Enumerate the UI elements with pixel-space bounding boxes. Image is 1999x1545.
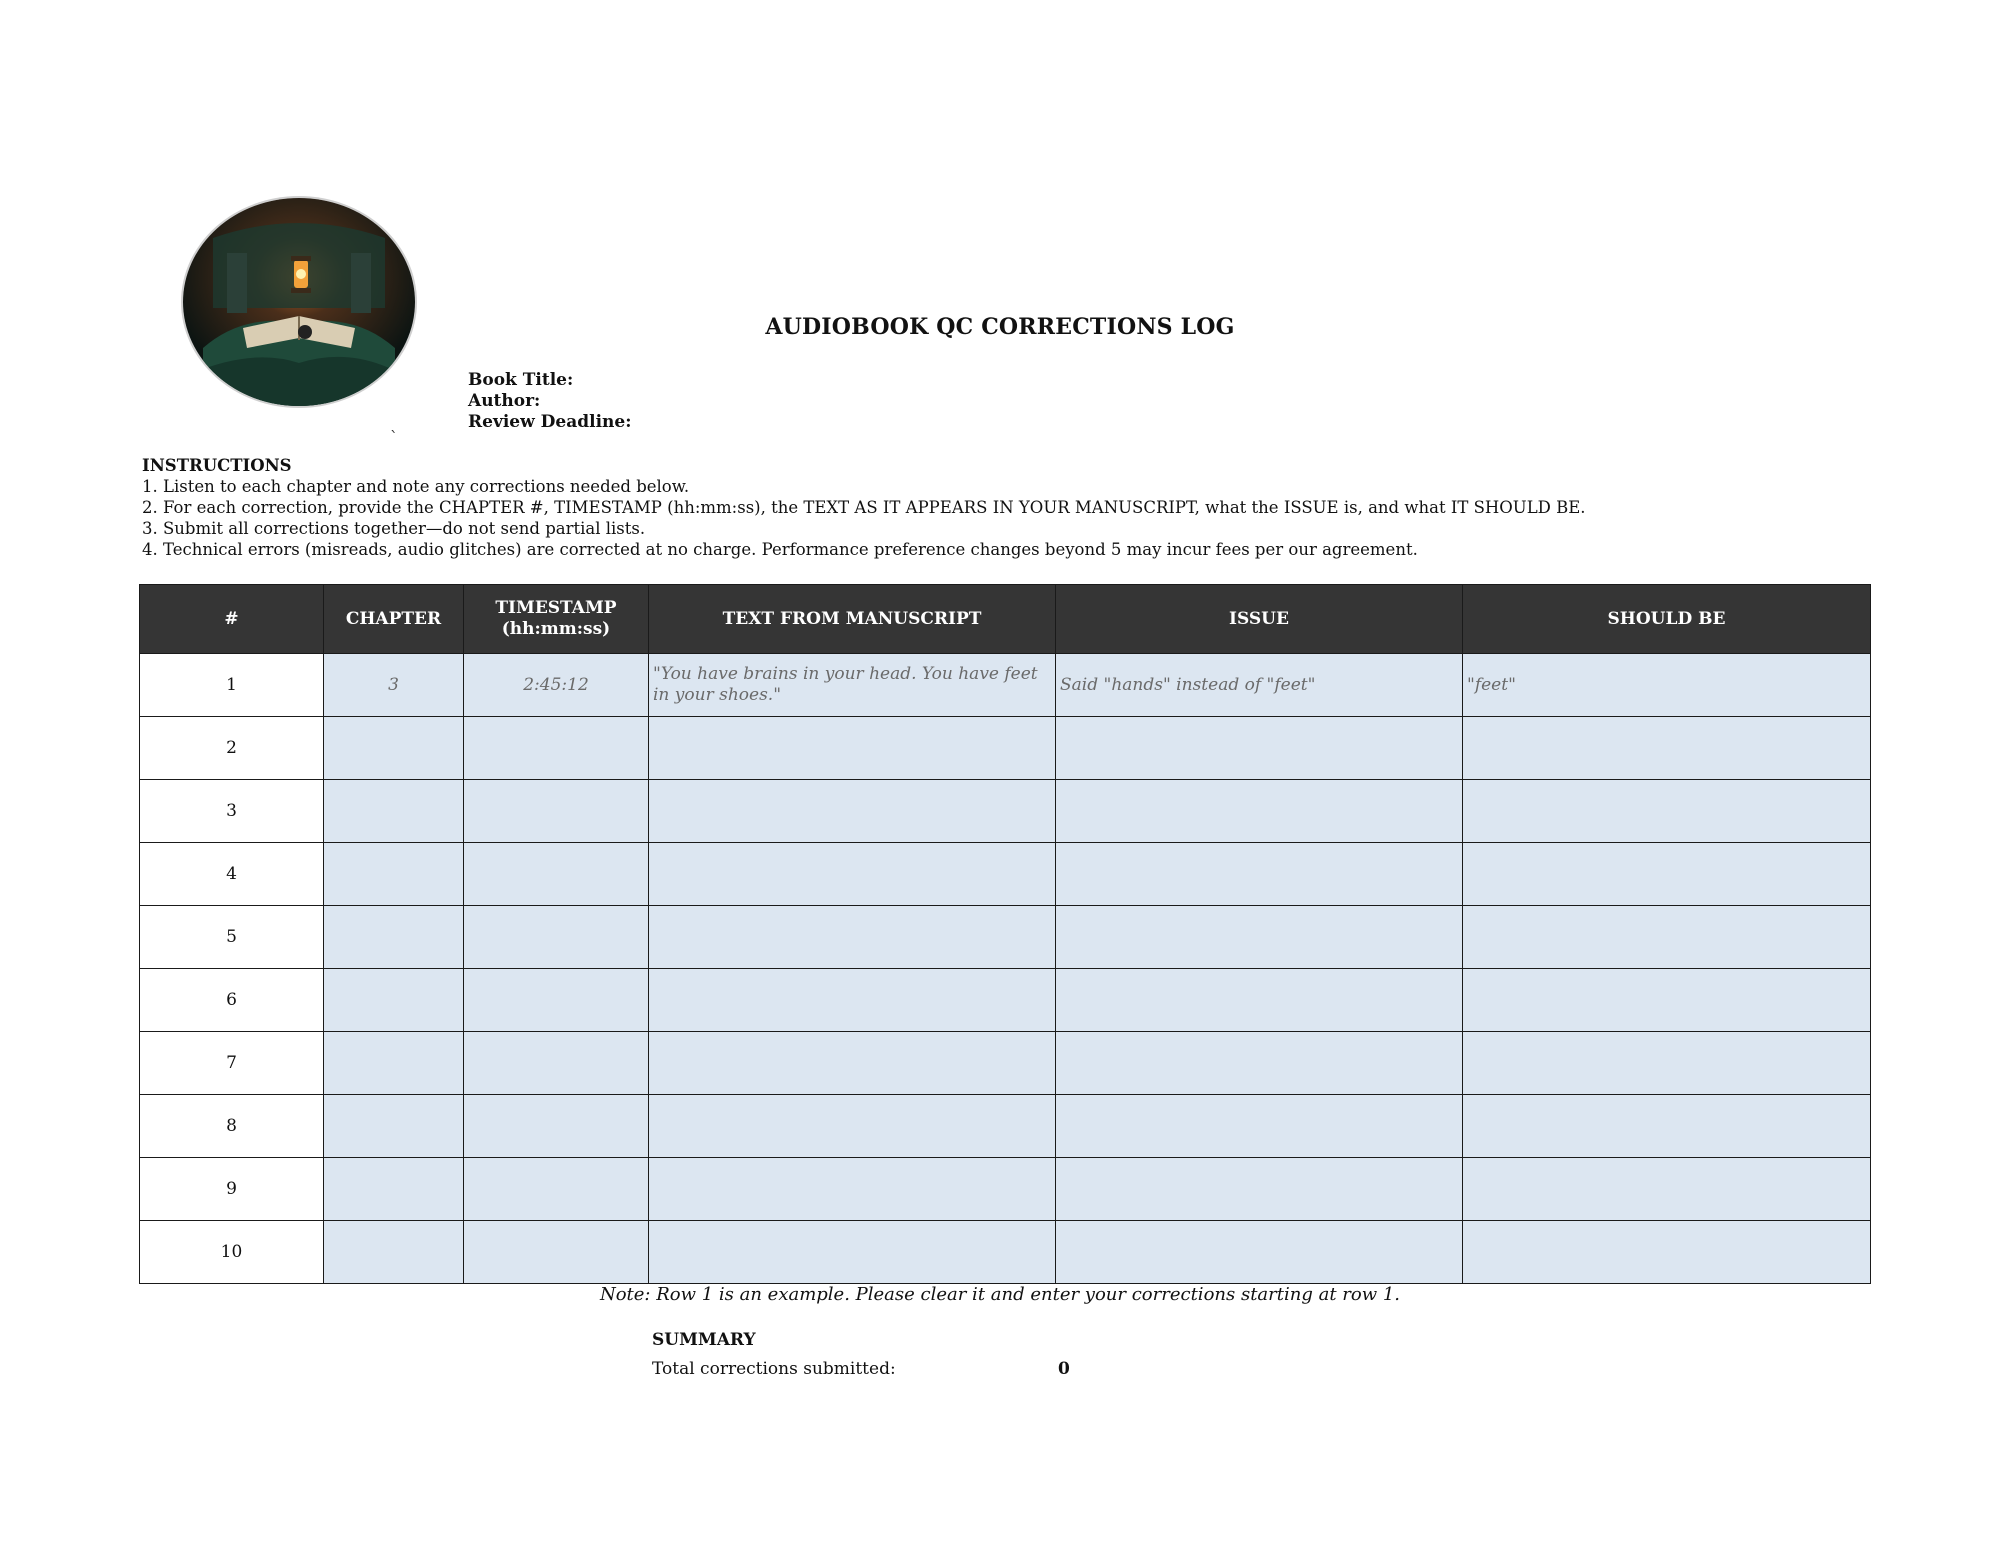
row-number: 2 [140,717,324,780]
issue-cell[interactable]: Said "hands" instead of "feet" [1056,654,1463,717]
row-number: 8 [140,1095,324,1158]
author-label: Author: [468,391,541,411]
row-number: 6 [140,969,324,1032]
instruction-line: 4. Technical errors (misreads, audio glitches) are corrected at no charge. Performance preference changes beyond 5 may incur fees per our agreement. [142,540,1418,559]
stray-mark: ` [390,428,398,447]
should-be-cell[interactable] [1463,1221,1871,1284]
manuscript-text-cell[interactable] [649,1221,1056,1284]
table-row [140,1221,1871,1284]
row-number: 10 [140,1221,324,1284]
chapter-cell[interactable] [324,1221,464,1284]
instructions-heading: INSTRUCTIONS [142,456,292,475]
manuscript-text-cell[interactable] [649,969,1056,1032]
should-be-cell[interactable] [1463,969,1871,1032]
total-corrections-label: Total corrections submitted: [652,1359,896,1379]
issue-cell[interactable] [1056,1221,1463,1284]
total-corrections-value: 0 [1058,1359,1070,1379]
instruction-line: 1. Listen to each chapter and note any corrections needed below. [142,477,690,496]
manuscript-text-cell[interactable] [649,906,1056,969]
chapter-cell[interactable] [324,843,464,906]
issue-cell[interactable] [1056,1032,1463,1095]
should-be-cell[interactable] [1463,717,1871,780]
summary-heading: SUMMARY [652,1330,756,1350]
instructions [142,455,1586,560]
table-row [140,1095,1871,1158]
table-row [140,780,1871,843]
row-number: 4 [140,843,324,906]
should-be-cell[interactable] [1463,1095,1871,1158]
col-header-timestamp [464,585,649,654]
should-be-cell[interactable] [1463,906,1871,969]
table-row [140,717,1871,780]
timestamp-header-line: TIMESTAMP [495,598,617,618]
should-be-cell[interactable] [1463,780,1871,843]
chapter-cell[interactable] [324,1158,464,1221]
timestamp-header-format: (hh:mm:ss) [501,619,611,639]
manuscript-text-cell[interactable] [649,843,1056,906]
instruction-line: 3. Submit all corrections together—do not send partial lists. [142,519,646,538]
should-be-cell[interactable] [1463,1158,1871,1221]
timestamp-cell[interactable] [464,717,649,780]
chapter-cell[interactable] [324,1032,464,1095]
issue-cell[interactable] [1056,969,1463,1032]
timestamp-cell[interactable] [464,1158,649,1221]
manuscript-text-cell[interactable]: "You have brains in your head. You have feet in your shoes." [649,654,1056,717]
manuscript-text-cell[interactable] [649,1158,1056,1221]
instruction-line: 2. For each correction, provide the CHAPTER #, TIMESTAMP (hh:mm:ss), the TEXT AS IT APPEARS IN YOUR MANUSCRIPT, what the ISSUE is, and what IT SHOULD BE. [142,498,1586,517]
should-be-cell[interactable] [1463,843,1871,906]
row-number: 1 [140,654,324,717]
timestamp-cell[interactable] [464,1221,649,1284]
book-title-label: Book Title: [468,370,574,390]
table-header-row [140,585,1871,654]
table-row [140,843,1871,906]
manuscript-text-cell[interactable] [649,717,1056,780]
book-meta [468,370,631,433]
col-header-should-be: SHOULD BE [1463,585,1871,654]
manuscript-text-cell[interactable] [649,1095,1056,1158]
chapter-cell[interactable] [324,717,464,780]
issue-cell[interactable] [1056,906,1463,969]
col-header-num: # [140,585,324,654]
example-note: Note: Row 1 is an example. Please clear it and enter your corrections starting at row 1. [599,1284,1401,1305]
manuscript-text-cell[interactable] [649,1032,1056,1095]
col-header-text: TEXT FROM MANUSCRIPT [649,585,1056,654]
col-header-chapter: CHAPTER [324,585,464,654]
chapter-cell[interactable] [324,780,464,843]
timestamp-cell[interactable] [464,906,649,969]
chapter-cell[interactable]: 3 [324,654,464,717]
issue-cell[interactable] [1056,843,1463,906]
book-lantern-logo-icon [183,198,415,406]
should-be-cell[interactable]: "feet" [1463,654,1871,717]
row-number: 5 [140,906,324,969]
timestamp-cell[interactable] [464,1095,649,1158]
review-deadline-label: Review Deadline: [468,412,632,432]
chapter-cell[interactable] [324,906,464,969]
table-row [140,1158,1871,1221]
timestamp-cell[interactable] [464,843,649,906]
table-row [140,969,1871,1032]
issue-cell[interactable] [1056,717,1463,780]
issue-cell[interactable] [1056,1095,1463,1158]
corrections-table [139,584,1871,1284]
should-be-cell[interactable] [1463,1032,1871,1095]
table-row [140,654,1871,717]
row-number: 9 [140,1158,324,1221]
table-row [140,906,1871,969]
timestamp-cell[interactable] [464,969,649,1032]
row-number: 3 [140,780,324,843]
issue-cell[interactable] [1056,780,1463,843]
timestamp-cell[interactable] [464,780,649,843]
timestamp-cell[interactable]: 2:45:12 [464,654,649,717]
manuscript-text-cell[interactable] [649,780,1056,843]
row-number: 7 [140,1032,324,1095]
issue-cell[interactable] [1056,1158,1463,1221]
chapter-cell[interactable] [324,1095,464,1158]
page-title: AUDIOBOOK QC CORRECTIONS LOG [765,314,1235,340]
chapter-cell[interactable] [324,969,464,1032]
timestamp-cell[interactable] [464,1032,649,1095]
table-row [140,1032,1871,1095]
col-header-issue: ISSUE [1056,585,1463,654]
